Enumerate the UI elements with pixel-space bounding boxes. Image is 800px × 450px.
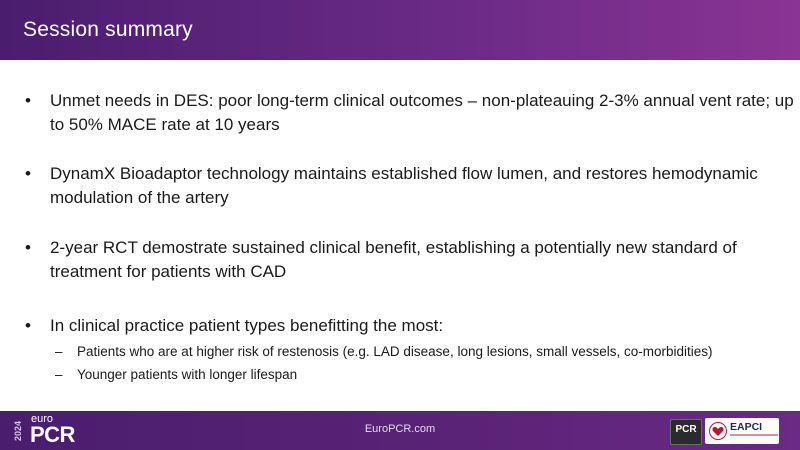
footer-bar bbox=[0, 411, 800, 450]
bullet-marker: • bbox=[25, 91, 31, 110]
bullet-text: Unmet needs in DES: poor long-term clinical outcomes – non-plateauing 2-3% annual vent rate; up to 50% MACE rate at 10 years bbox=[50, 91, 794, 134]
bullet-marker: • bbox=[25, 238, 31, 257]
footer-url: EuroPCR.com bbox=[364, 423, 436, 435]
heart-icon bbox=[709, 422, 727, 440]
eapci-logo bbox=[705, 418, 779, 444]
bullet-text: 2-year RCT demostrate sustained clinical benefit, establishing a potentially new standard of treatment for patients with CAD bbox=[50, 238, 737, 281]
bullet-marker: • bbox=[25, 164, 31, 183]
dash-marker: – bbox=[55, 344, 63, 359]
bullet-text: DynamX Bioadaptor technology maintains established flow lumen, and restores hemodynamic modulation of the artery bbox=[50, 164, 758, 207]
bullet-text: In clinical practice patient types benefitting the most: bbox=[50, 316, 444, 335]
eapci-logo-text: EAPCI bbox=[730, 421, 763, 433]
dash-marker: – bbox=[55, 367, 63, 382]
logo-euro: euro bbox=[31, 413, 54, 425]
pcr-logo bbox=[670, 419, 702, 445]
sub-bullet-text: Younger patients with longer lifespan bbox=[77, 367, 298, 382]
sub-bullet-text: Patients who are at higher risk of restenosis (e.g. LAD disease, long lesions, small vessels, co-morbidities) bbox=[77, 344, 713, 359]
logo-year: 2024 bbox=[13, 420, 23, 442]
logo-pcr: PCR bbox=[30, 422, 75, 447]
bullet-marker: • bbox=[25, 316, 31, 335]
pcr-logo-text: PCR bbox=[675, 424, 697, 435]
slide-title: Session summary bbox=[23, 18, 193, 41]
eapci-subline bbox=[730, 434, 778, 436]
